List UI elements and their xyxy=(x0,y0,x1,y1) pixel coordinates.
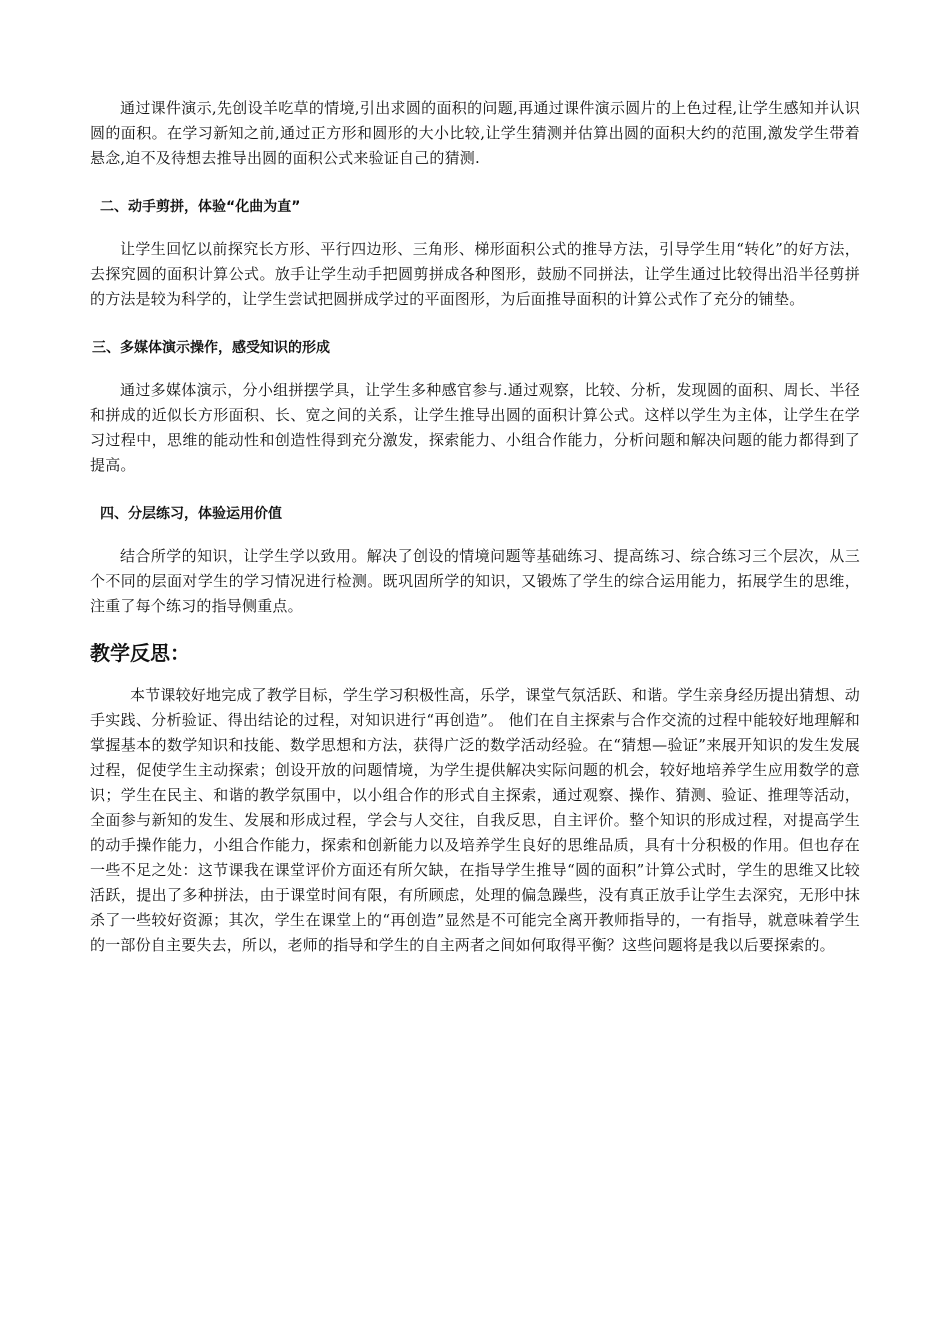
reflection-heading: 教学反思： xyxy=(90,641,190,665)
reflection-paragraph: 本节课较好地完成了教学目标，学生学习积极性高，乐学，课堂气氛活跃、和谐。学生亲身经历提出猜想、动手实践、分析验证、得出结论的过程，对知识进行“再创造”。 他们在自主探索与合作交流的过程中能较好地理解和掌握基本的数学知识和技能、数学思想和方法，获得广泛的数学活动经验。在“猜想—验证”来展开知识的发生发展过程，促使学生主动探索；创设开放的问题情境，为学生提供解决实际问题的机会，较好地培养学生应用数学的意识；学生在民主、和谐的教学氛围中，以小组合作的形式自主探索，通过观察、操作、猜测、验证、推理等活动，全面参与新知的发生、发展和形成过程，学会与人交往，自我反思，自主评价。整个知识的形成过程，对提高学生的动手操作能力，小组合作能力，探索和创新能力以及培养学生良好的思维品质，具有十分积极的作用。但也存在一些不足之处：这节课我在课堂评价方面还有所欠缺，在指导学生推导“圆的面积”计算公式时，学生的思维又比较活跃，提出了多种拼法，由于课堂时间有限，有所顾虑，处理的偏急躁些，没有真正放手让学生去深究，无形中抹杀了一些较好资源；其次，学生在课堂上的“再创造”显然是不可能完全离开教师指导的，一有指导，就意味着学生的一部份自主要失去，所以，老师的指导和学生的自主两者之间如何取得平衡？这些问题将是我以后要探索的。 xyxy=(90,686,860,954)
section-paragraph-4: 结合所学的知识，让学生学以致用。解决了创设的情境问题等基础练习、提高练习、综合练习三个层次，从三个不同的层面对学生的学习情况进行检测。既巩固所学的知识，又锻炼了学生的综合运用能力，拓展学生的思维，注重了每个练习的指导侧重点。 xyxy=(90,547,860,615)
document-page xyxy=(90,96,860,958)
section-paragraph-3: 通过多媒体演示，分小组拼摆学具，让学生多种感官参与.通过观察，比较、分析，发现圆的面积、周长、半径和拼成的近似长方形面积、长、宽之间的关系，让学生推导出圆的面积计算公式。这样以学生为主体，让学生在学习过程中，思维的能动性和创造性得到充分激发，探索能力、小组合作能力，分析问题和解决问题的能力都得到了提高。 xyxy=(90,381,860,474)
section-heading-2: 二、动手剪拼，体验“化曲为直” xyxy=(100,199,301,215)
section-heading-3: 三、多媒体演示操作，感受知识的形成 xyxy=(92,340,330,356)
intro-paragraph: 通过课件演示,先创设羊吃草的情境,引出求圆的面积的问题,再通过课件演示圆片的上色过程,让学生感知并认识圆的面积。在学习新知之前,通过正方形和圆形的大小比较,让学生猜测并估算出圆的面积大约的范围,激发学生带着悬念,迫不及待想去推导出圆的面积公式来验证自己的猜测. xyxy=(90,99,860,167)
section-heading-4: 四、分层练习，体验运用价值 xyxy=(100,506,282,522)
section-paragraph-2: 让学生回忆以前探究长方形、平行四边形、三角形、梯形面积公式的推导方法，引导学生用“转化”的好方法，去探究圆的面积计算公式。放手让学生动手把圆剪拼成各种图形，鼓励不同拼法，让学生通过比较得出沿半径剪拼的方法是较为科学的，让学生尝试把圆拼成学过的平面图形，为后面推导面积的计算公式作了充分的铺垫。 xyxy=(90,240,860,308)
